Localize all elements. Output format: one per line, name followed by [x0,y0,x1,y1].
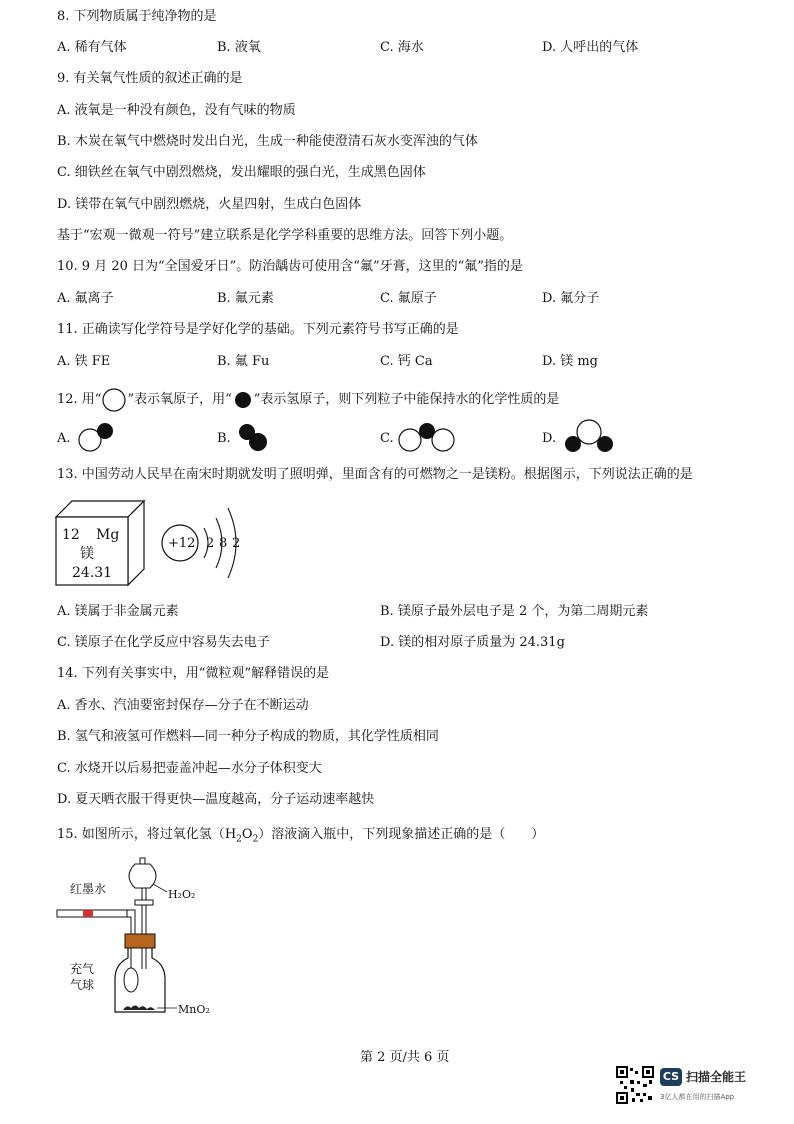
q12-stem-prefix: 12. 用“ [57,392,102,407]
q9-option-c: C. 细铁丝在氧气中剧烈燃烧，发出耀眼的强白光，生成黑色固体 [57,165,426,180]
watermark-title: 扫描全能王 [686,1070,747,1084]
q12-option-d-label: D. [542,431,557,446]
qr-code-icon [616,1066,654,1104]
q14-option-c: C. 水烧开以后易把壶盖冲起—水分子体积变大 [57,761,322,776]
camscanner-logo: CS [660,1068,682,1086]
q13-option-b: B. 镁原子最外层电子是 2 个，为第二周期元素 [380,604,649,619]
q12-option-b-molecule [234,420,274,454]
q13-option-c: C. 镁原子在化学反应中容易失去电子 [57,635,270,650]
red-ink-drop [83,910,93,917]
q11-option-c: C. 钙 Ca [380,354,433,369]
q10-option-c: C. 氟原子 [380,291,437,306]
q9-option-a: A. 液氧是一种没有颜色，没有气味的物质 [57,103,296,118]
page-number: 第 2 页/共 6 页 [360,1050,450,1065]
q15-formula-sub2: 2 [252,834,259,845]
q12-option-a-label: A. [57,431,71,446]
q14-option-d: D. 夏天晒衣服干得更快—温度越高，分子运动速率越快 [57,792,375,807]
scanner-watermark [616,1066,776,1110]
q10-stem: 10. 9 月 20 日为“全国爱牙日”。防治龋齿可使用含“氟”牙膏，这里的“氟”指的是 [57,259,523,274]
q15-stem [57,826,544,849]
q10-option-a: A. 氟离子 [57,291,114,306]
label-red-ink: 红墨水 [70,882,107,896]
shell-1-electrons: 2 [206,536,215,551]
q8-option-b: B. 液氧 [217,40,261,55]
q8-option-a: A. 稀有气体 [57,40,127,55]
q15-formula-sub1: 2 [236,834,242,845]
q9-stem: 9. 有关氧气性质的叙述正确的是 [57,71,243,86]
hydrogen-atom-icon [232,389,254,411]
element-mass: 24.31 [72,565,113,581]
group-intro: 基于“宏观一微观一符号”建立联系是化学学科重要的思维方法。回答下列小题。 [57,228,513,243]
q12-stem-suffix: ”表示氢原子，则下列粒子中能保持水的化学性质的是 [253,392,560,407]
q8-option-d: D. 人呼出的气体 [542,40,639,55]
q15-formula-o: O [241,827,253,842]
q12-option-d-molecule [560,416,618,456]
label-balloon-line1: 充气 [70,962,95,976]
q14-stem: 14. 下列有关事实中，用“微粒观”解释错误的是 [57,666,330,681]
q15-stem-suffix: ）溶液滴入瓶中，下列现象描述正确的是（ ） [258,827,545,842]
q13-option-d: D. 镁的相对原子质量为 24.31g [380,635,565,650]
element-symbol: Mg [96,527,120,543]
q14-option-b: B. 氢气和液氢可作燃料—同一种分子构成的物质，其化学性质相同 [57,729,439,744]
q12-option-b-label: B. [217,431,231,446]
q11-option-d: D. 镁 mg [542,354,599,369]
q11-option-a: A. 铁 FE [57,354,111,369]
q12-option-c-label: C. [380,431,394,446]
element-number: 12 [62,527,80,543]
label-h2o2: H₂O₂ [168,888,196,901]
q10-option-b: B. 氟元素 [217,291,274,306]
q8-stem: 8. 下列物质属于纯净物的是 [57,9,217,24]
nucleus-charge: +12 [168,536,196,551]
q10-option-d: D. 氟分子 [542,291,600,306]
q11-stem: 11. 正确读写化学符号是学好化学的基础。下列元素符号书写正确的是 [57,322,459,337]
q8-option-c: C. 海水 [380,40,424,55]
q13-option-a: A. 镁属于非金属元素 [57,604,179,619]
label-mno2: MnO₂ [178,1003,210,1016]
q13-stem: 13. 中国劳动人民早在南宋时期就发明了照明弹，里面含有的可燃物之一是镁粉。根据图示，下列说法正确的是 [57,467,693,482]
q9-option-d: D. 镁带在氧气中剧烈燃烧，火星四射，生成白色固体 [57,197,362,212]
label-balloon-line2: 气球 [70,978,95,992]
watermark-subtitle: 3亿人都在用的扫描App [660,1093,735,1101]
q12-stem-mid: ”表示氧原子，用“ [127,392,232,407]
q14-option-a: A. 香水、汽油要密封保存—分子在不断运动 [57,698,309,713]
shell-2-electrons: 8 [219,536,228,551]
element-name: 镁 [80,546,94,562]
q11-option-b: B. 氟 Fu [217,354,270,369]
q15-stem-prefix: 15. 如图所示，将过氧化氢（ [57,827,225,842]
oxygen-atom-icon [101,387,127,413]
q12-option-c-molecule [396,420,458,454]
q12-option-a-molecule [74,420,120,454]
q12-stem [57,387,559,413]
shell-3-electrons: 2 [232,536,241,551]
q15-formula-h: H [224,827,237,842]
q9-option-b: B. 木炭在氧气中燃烧时发出白光，生成一种能使澄清石灰水变浑浊的气体 [57,134,478,149]
